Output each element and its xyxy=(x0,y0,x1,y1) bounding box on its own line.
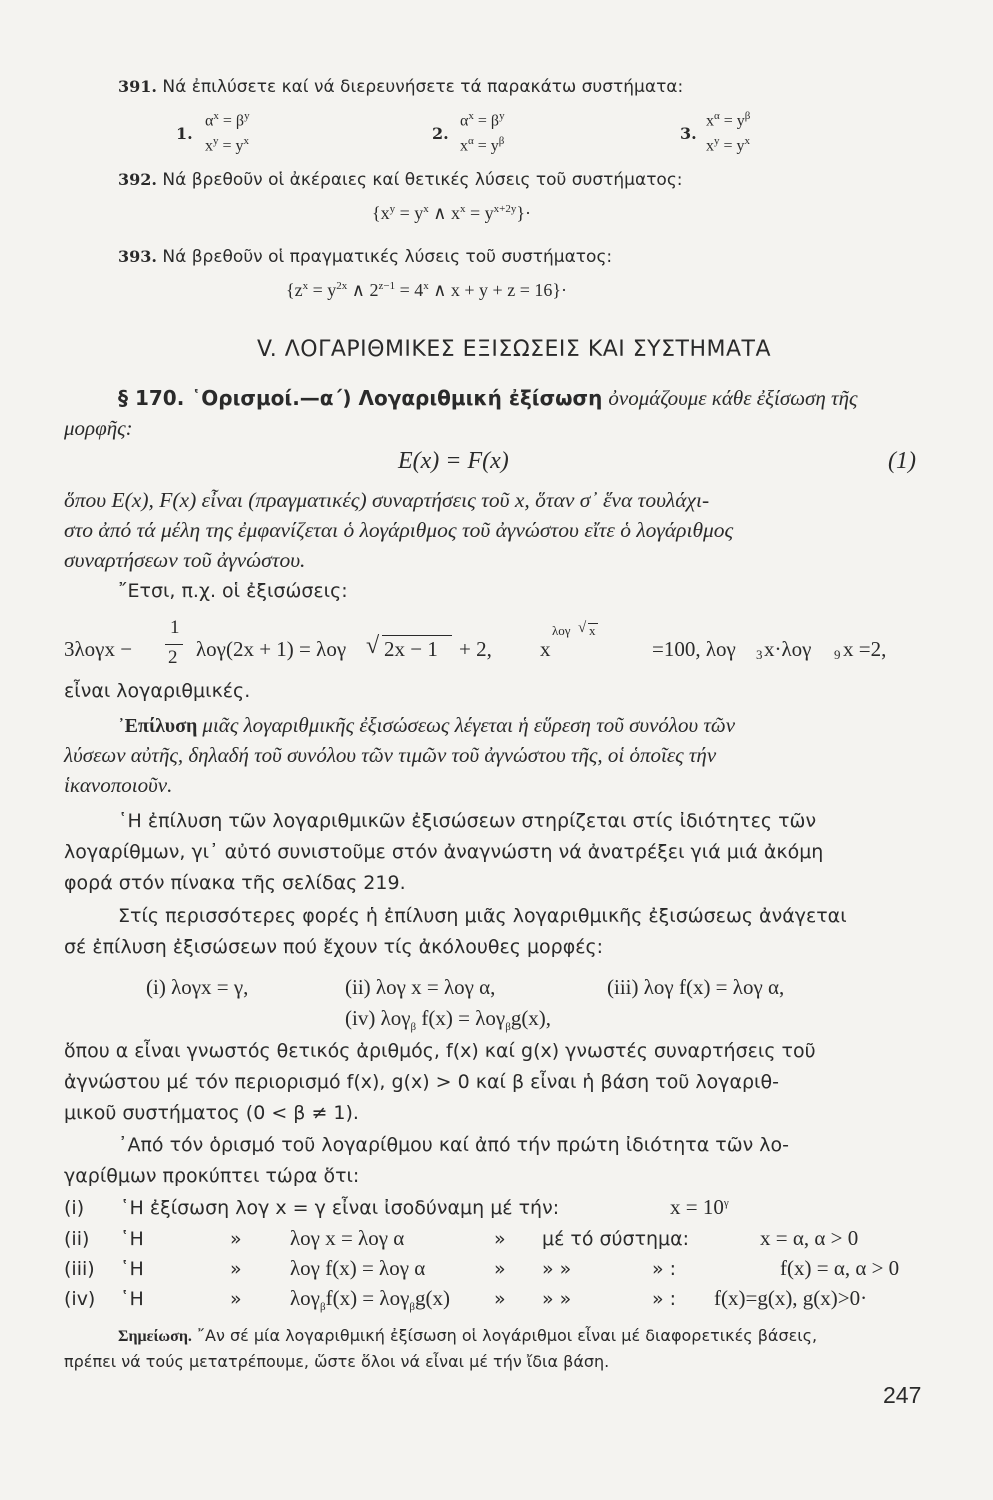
section-170-heading xyxy=(118,386,858,411)
ditto-colon: » : xyxy=(652,1288,677,1310)
equation-number: (1) xyxy=(888,448,916,474)
row-equation: λογ f(x) = λογ α xyxy=(290,1256,426,1280)
example-d: + 2, xyxy=(459,637,492,661)
note-text: ῎Αν σέ μία λογαριθμική ἐξίσωση οἱ λογάριθμοι εἶναι μέ διαφορετικές βάσεις, xyxy=(197,1326,818,1345)
solution-bold: ᾽Επίλυση xyxy=(118,715,198,737)
form-iii: (iii) λογ f(x) = λογ α, xyxy=(607,975,785,999)
solution-line-2: λύσεων αὐτῆς, δηλαδή τοῦ συνόλου τῶν τιμῶν τοῦ ἀγνώστου τῆς, οἱ ὁποῖες τήν xyxy=(64,743,717,767)
row-h: ῾Η xyxy=(120,1228,144,1250)
paragraph-3-line-2: ἀγνώστου μέ τόν περιορισμό f(x), g(x) > 0 καί β εἶναι ἡ βάση τοῦ λογαριθ- xyxy=(64,1071,779,1093)
exercise-text: Νά ἐπιλύσετε καί νά διερευνήσετε τά παρακάτω συστήματα: xyxy=(162,77,684,97)
fraction-numerator: 1 xyxy=(170,617,180,638)
form-iv-e: g(x), xyxy=(510,1006,552,1030)
exercise-391 xyxy=(118,77,683,97)
system-2-line-1: $\alpha^x = \beta^y$ xyxy=(460,110,505,130)
definition-line-2: στο ἀπό τά μέλη της ἐμφανίζεται ὁ λογάριθμος τοῦ ἀγνώστου εἴτε ὁ λογάριθμος xyxy=(64,518,734,542)
exercise-392 xyxy=(118,170,683,190)
exercise-text: Νά βρεθοῦν οἱ ἀκέραιες καί θετικές λύσεις τοῦ συστήματος: xyxy=(162,170,683,190)
row-result: $x = 10^\gamma$ xyxy=(670,1195,729,1219)
ditto-mark: » xyxy=(230,1288,242,1310)
form-iv xyxy=(345,1006,551,1033)
row-h: ῾Η xyxy=(120,1258,144,1280)
row-number: (ii) xyxy=(64,1228,90,1250)
row-statement: ῾Η ἐξίσωση λογ x = γ εἶναι ἰσοδύναμη μέ τήν: xyxy=(120,1197,560,1219)
row-h: ῾Η xyxy=(120,1288,144,1310)
paragraph-4-line-1: ᾽Από τόν ὁρισμό τοῦ λογαρίθμου καί ἀπό τήν πρώτη ἰδιότητα τῶν λο- xyxy=(118,1134,790,1156)
solution-line-1 xyxy=(118,713,735,738)
examples-end: εἶναι λογαριθμικές. xyxy=(64,680,251,702)
ditto-colon: » : xyxy=(652,1258,677,1280)
exercise-392-formula: {$x^y = y^x$ ∧ $x^x = y^{x+2y}\}\cdot$ xyxy=(372,203,531,223)
exercise-number: 393. xyxy=(118,247,157,266)
heading-rest: ὀνομάζουμε κάθε ἐξίσωση τῆς xyxy=(608,386,858,410)
paragraph-3-line-1: ὅπου α εἶναι γνωστός θετικός ἀριθμός, f(x) καί g(x) γνωστές συναρτήσεις τοῦ xyxy=(64,1040,816,1062)
form-i: (i) λογx = γ, xyxy=(146,975,249,999)
equivalence-row-iv xyxy=(64,1288,944,1316)
ditto-marks: » » xyxy=(542,1288,572,1310)
form-label: μορφῆς: xyxy=(64,416,133,440)
row-result: f(x)=g(x), g(x)>0· xyxy=(714,1286,868,1310)
equivalence-row-ii xyxy=(64,1228,944,1256)
examples-line xyxy=(64,617,944,670)
system-1-line-1: $\alpha^x = \beta^y$ xyxy=(205,110,250,130)
note-line-2: πρέπει νά τούς μετατρέπουμε, ὥστε ὅλοι νά εἶναι μέ τήν ἴδια βάση. xyxy=(64,1352,610,1371)
exercise-text: Νά βρεθοῦν οἱ πραγματικές λύσεις τοῦ συστήματος: xyxy=(162,247,613,267)
row-equation: λογ x = λογ α xyxy=(290,1226,405,1250)
subscript-9: 9 xyxy=(834,647,841,662)
row-result: x = α, α > 0 xyxy=(760,1226,859,1250)
sqrt-icon: √ xyxy=(366,633,380,659)
system-3-line-1: $x^\alpha = y^\beta$ xyxy=(706,110,751,130)
note-line-1 xyxy=(118,1326,817,1346)
example-b: λογ(2x + 1) = λογ xyxy=(196,637,347,661)
row-number: (iv) xyxy=(64,1288,96,1310)
heading-bold: § 170. ῾Ορισμοί.—α΄) Λογαριθμική ἐξίσωση xyxy=(118,386,603,410)
exponent-log: λογ xyxy=(552,623,571,638)
paragraph-1-line-3: φορά στόν πίνακα τῆς σελίδας 219. xyxy=(64,872,406,894)
ditto-marks: » » xyxy=(542,1258,572,1280)
system-1-line-2: $x^y = y^x$ xyxy=(205,135,250,155)
system-2-label: 2. xyxy=(432,124,449,143)
paragraph-1-line-2: λογαρίθμων, γι᾽ αὐτό συνιστοῦμε στόν ἀναγνώστη νά ἀνατρέξει γιά μιά ἀκόμη xyxy=(64,841,824,863)
example-h: x =2, xyxy=(843,637,887,661)
solution-line-3: ἱκανοποιοῦν. xyxy=(64,773,173,797)
form-ii: (ii) λογ x = λογ α, xyxy=(345,975,496,999)
row-text: μέ τό σύστημα: xyxy=(542,1228,690,1250)
exponent-x: x xyxy=(589,623,596,638)
ditto-mark: » xyxy=(230,1228,242,1250)
system-1-label: 1. xyxy=(176,124,193,143)
ditto-mark: » xyxy=(494,1228,506,1250)
example-a: 3λογx − xyxy=(64,637,133,661)
system-3-label: 3. xyxy=(680,124,697,143)
system-3-line-2: $x^y = y^x$ xyxy=(706,135,751,155)
solution-rest: μιᾶς λογαριθμικῆς ἐξισώσεως λέγεται ἡ εὕρεση τοῦ συνόλου τῶν xyxy=(202,713,736,737)
paragraph-1-line-1: ῾Η ἐπίλυση τῶν λογαριθμικῶν ἐξισώσεων στηρίζεται στίς ἰδιότητες τῶν xyxy=(118,810,817,832)
paragraph-2-line-2: σέ ἐπίλυση ἐξισώσεων πού ἔχουν τίς ἀκόλουθες μορφές: xyxy=(64,936,604,958)
note-label: Σημείωση. xyxy=(118,1328,192,1345)
fraction-bar xyxy=(165,644,183,645)
paragraph-2-line-1: Στίς περισσότερες φορές ἡ ἐπίλυση μιᾶς λογαριθμικῆς ἐξισώσεως ἀνάγεται xyxy=(118,905,847,927)
page-number: 247 xyxy=(883,1382,922,1408)
definition-line-3: συναρτήσεων τοῦ ἀγνώστου. xyxy=(64,548,306,572)
ditto-mark: » xyxy=(230,1258,242,1280)
form-iv-a: (iv) λογ xyxy=(345,1006,411,1030)
equivalence-row-iii xyxy=(64,1258,944,1286)
ditto-mark: » xyxy=(494,1258,506,1280)
exponent-sqrt-icon: √ xyxy=(578,620,587,636)
form-iv-sub-1: β xyxy=(410,1021,417,1034)
exercise-number: 392. xyxy=(118,170,157,189)
equivalence-row-i xyxy=(64,1197,944,1225)
sqrt-overline xyxy=(382,635,452,636)
row-number: (i) xyxy=(64,1197,85,1219)
row-result: f(x) = α, α > 0 xyxy=(780,1256,900,1280)
subscript-3: 3 xyxy=(756,647,763,662)
paragraph-4-line-2: γαρίθμων προκύπτει τώρα ὅτι: xyxy=(64,1165,360,1187)
definition-line-1: ὅπου E(x), F(x) εἶναι (πραγματικές) συναρτήσεις τοῦ x, ὅταν σ᾽ ἕνα τουλάχι- xyxy=(64,488,710,512)
exercise-393 xyxy=(118,247,612,267)
examples-intro: ῎Ετσι, π.χ. οἱ ἐξισώσεις: xyxy=(118,580,348,602)
example-c: 2x − 1 xyxy=(384,637,438,661)
equation-1: E(x) = F(x) xyxy=(398,448,509,474)
exercise-number: 391. xyxy=(118,77,157,96)
row-number: (iii) xyxy=(64,1258,95,1280)
section-title: V. ΛΟΓΑΡΙΘΜΙΚΕΣ ΕΞΙΣΩΣΕΙΣ ΚΑΙ ΣΥΣΤΗΜΑΤΑ xyxy=(257,337,772,362)
paragraph-3-line-3: μικοῦ συστήματος (0 < β ≠ 1). xyxy=(64,1102,359,1124)
system-2-line-2: $x^\alpha = y^\beta$ xyxy=(460,135,505,155)
form-iv-c: f(x) = λογ xyxy=(421,1006,506,1030)
fraction-denominator: 2 xyxy=(168,647,178,668)
ditto-mark: » xyxy=(494,1288,506,1310)
example-e: x xyxy=(540,637,551,661)
row-equation: λογ$_\beta$f(x) = λογ$_\beta$g(x) xyxy=(290,1286,450,1314)
exercise-393-formula: {$z^x = y^{2x}$ ∧ $2^{z-1} = 4^x$ ∧ x + y + z = 16}· xyxy=(286,280,567,300)
form-iv-sub-2: β xyxy=(505,1021,511,1034)
example-g: x·λογ xyxy=(764,637,812,661)
example-f: =100, λογ xyxy=(652,637,736,661)
